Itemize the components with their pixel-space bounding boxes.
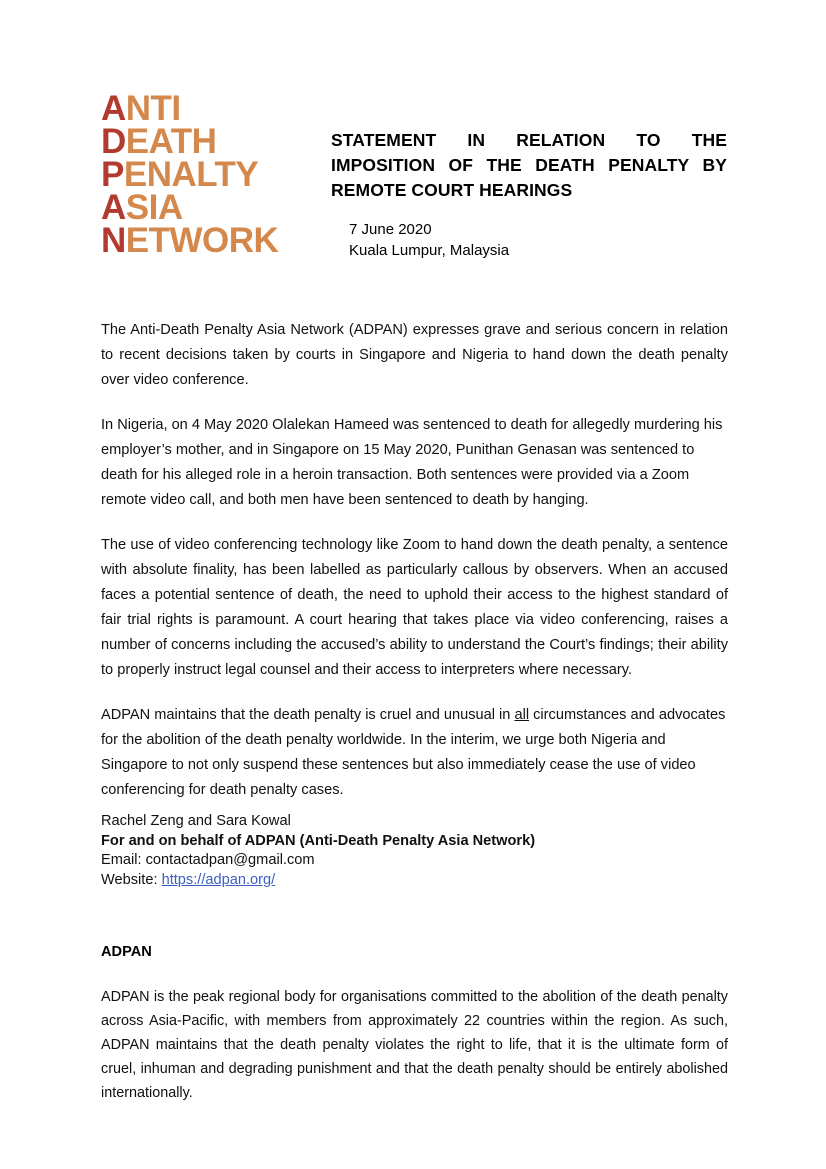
document-body xyxy=(101,318,728,803)
statement-location: Kuala Lumpur, Malaysia xyxy=(349,242,510,259)
adpan-logo xyxy=(101,89,279,260)
footer-heading: ADPAN xyxy=(101,944,152,960)
paragraph-3: The use of video conferencing technology like Zoom to hand down the death penalty, a sentence with absolute finality, has been labelled as particularly callous by observers. When an accused faces a potential sentence of death, the need to uphold their access to the highest standard of fair trial rights is paramount. A court hearing that takes place via video conferencing, raises a number of concerns including the accused’s ability to understand the Court’s findings; their ability to properly instruct legal counsel and their access to interpreters where necessary. xyxy=(101,537,728,678)
signature-on-behalf-of: For and on behalf of ADPAN (Anti-Death Penalty Asia Network) xyxy=(101,832,536,849)
logo-lead-letter: P xyxy=(101,155,124,194)
logo-rest-letters: ENALTY xyxy=(123,155,259,194)
signature-email-line xyxy=(101,851,728,871)
website-label: Website: xyxy=(101,871,162,888)
logo-lead-letter: A xyxy=(101,89,126,128)
signature-website-line xyxy=(101,871,728,891)
logo-row-network xyxy=(101,221,279,260)
signature-block xyxy=(101,812,728,890)
logo-row-anti xyxy=(101,89,261,128)
paragraph-4-underlined-word: all xyxy=(514,707,530,723)
document-header xyxy=(101,89,727,272)
paragraph-4-text-before: ADPAN maintains that the death penalty is cruel and unusual in xyxy=(101,707,515,723)
footer-about-block xyxy=(101,943,728,1105)
footer-description: ADPAN is the peak regional body for organisations committed to the abolition of the death penalty across Asia-Pacific, with members from approximately 22 countries within the region. As such, ADPAN maintains that the death penalty violates the right to life, that it is the ultimate form of cruel, inhuman and degrading punishment and that the death penalty should be entirely abolished internationally. xyxy=(101,989,728,1101)
paragraph-2: In Nigeria, on 4 May 2020 Olalekan Hameed was sentenced to death for allegedly murdering his employer’s mother, and in Singapore on 15 May 2020, Punithan Genasan was sentenced to death for his alleged role in a heroin transaction. Both sentences were provided via a Zoom remote video call, and both men have been sentenced to death by hanging. xyxy=(101,417,723,508)
logo-rest-letters: ETWORK xyxy=(125,221,279,260)
email-value: contactadpan@gmail.com xyxy=(145,852,315,868)
website-link[interactable]: https://adpan.org/ xyxy=(161,871,276,888)
email-label: Email: xyxy=(101,852,146,868)
dateline xyxy=(349,219,509,261)
logo-row-asia xyxy=(101,188,261,227)
paragraph-4 xyxy=(101,703,728,803)
page-title: STATEMENT IN RELATION TO THE IMPOSITION OF THE DEATH PENALTY BY REMOTE COURT HEARINGS xyxy=(331,130,727,200)
logo-rest-letters: NTI xyxy=(125,89,181,128)
logo-lead-letter: N xyxy=(101,221,126,260)
logo-row-death xyxy=(101,122,261,161)
statement-date: 7 June 2020 xyxy=(349,221,432,238)
title-block xyxy=(331,128,727,203)
logo-rest-letters: SIA xyxy=(125,188,183,227)
paragraph-1: The Anti-Death Penalty Asia Network (ADPAN) expresses grave and serious concern in relation to recent decisions taken by courts in Singapore and Nigeria to hand down the death penalty over video conference. xyxy=(101,322,728,388)
logo-lead-letter: A xyxy=(101,188,126,227)
signature-authors: Rachel Zeng and Sara Kowal xyxy=(101,813,291,829)
logo-row-penalty xyxy=(101,155,261,194)
logo-lead-letter: D xyxy=(101,122,126,161)
logo-rest-letters: EATH xyxy=(125,122,217,161)
paragraph-4-text-after: circumstances and advocates for the abolition of the death penalty worldwide. In the interim, we urge both Nigeria and Singapore to not only suspend these sentences but also immediately cease the use of video conferencing for death penalty cases. xyxy=(101,707,726,798)
